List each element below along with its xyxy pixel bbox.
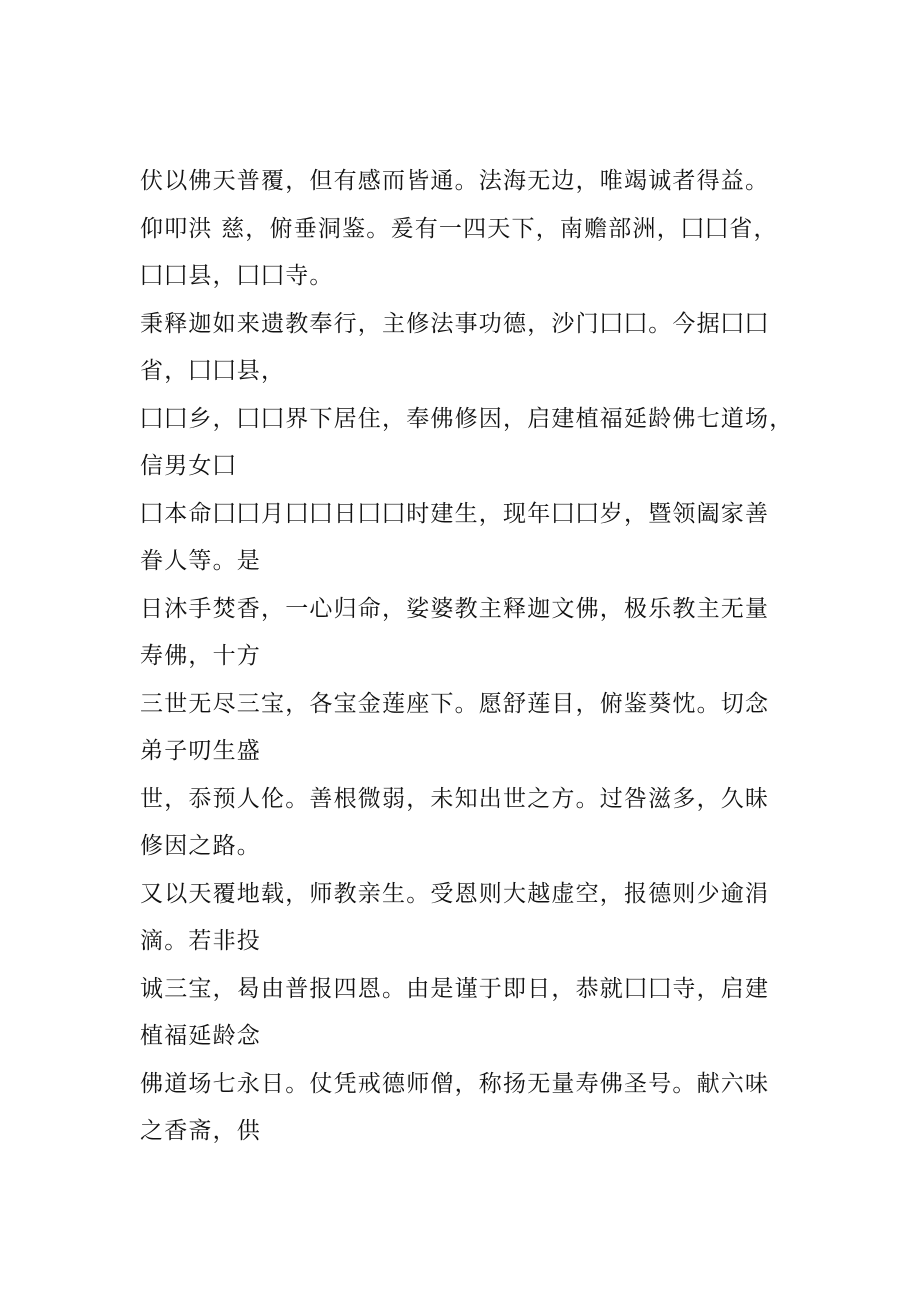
text-line: 诚三宝，曷由普报四恩。由是谨于即日，恭就囗囗寺，启建	[140, 975, 770, 1002]
text-line: 伏以佛天普覆，但有感而皆通。法海无边，唯竭诚者得益。	[140, 168, 770, 194]
text-line: 弟子叨生盛	[140, 738, 261, 764]
text-line: 信男女囗	[140, 453, 237, 479]
text-line: 修因之路。	[140, 833, 261, 859]
document-body	[140, 158, 820, 1156]
text-line: 眷人等。是	[140, 548, 261, 574]
text-line: 囗囗乡，囗囗界下居住，奉佛修因，启建植福延龄佛七道场，	[140, 405, 794, 432]
text-line: 寿佛，十方	[140, 643, 261, 669]
text-line: 滴。若非投	[140, 928, 261, 954]
text-line: 囗囗县，囗囗寺。	[140, 263, 334, 289]
text-line: 又以天覆地载，师教亲生。受恩则大越虚空，报德则少逾涓	[140, 880, 770, 907]
text-line: 之香斋，供	[140, 1118, 261, 1144]
text-line: 三世无尽三宝，各宝金莲座下。愿舒莲目，俯鉴葵忱。切念	[140, 690, 770, 717]
text-line: 省，囗囗县，	[140, 358, 286, 384]
text-line: 世，忝预人伦。善根微弱，未知出世之方。过咎滋多，久昧	[140, 785, 770, 812]
text-line: 秉释迦如来遗教奉行，主修法事功德，沙门囗囗。今据囗囗	[140, 310, 770, 337]
text-line: 囗本命囗囗月囗囗日囗囗时建生，现年囗囗岁，暨领阖家善	[140, 500, 770, 527]
text-line: 日沐手焚香，一心归命，娑婆教主释迦文佛，极乐教主无量	[140, 595, 770, 622]
text-line: 植福延龄念	[140, 1023, 261, 1049]
text-line: 仰叩洪 慈，俯垂洞鉴。爰有一四天下，南赡部洲，囗囗省，	[140, 215, 778, 242]
text-line: 佛道场七永日。仗凭戒德师僧，称扬无量寿佛圣号。献六味	[140, 1070, 770, 1097]
